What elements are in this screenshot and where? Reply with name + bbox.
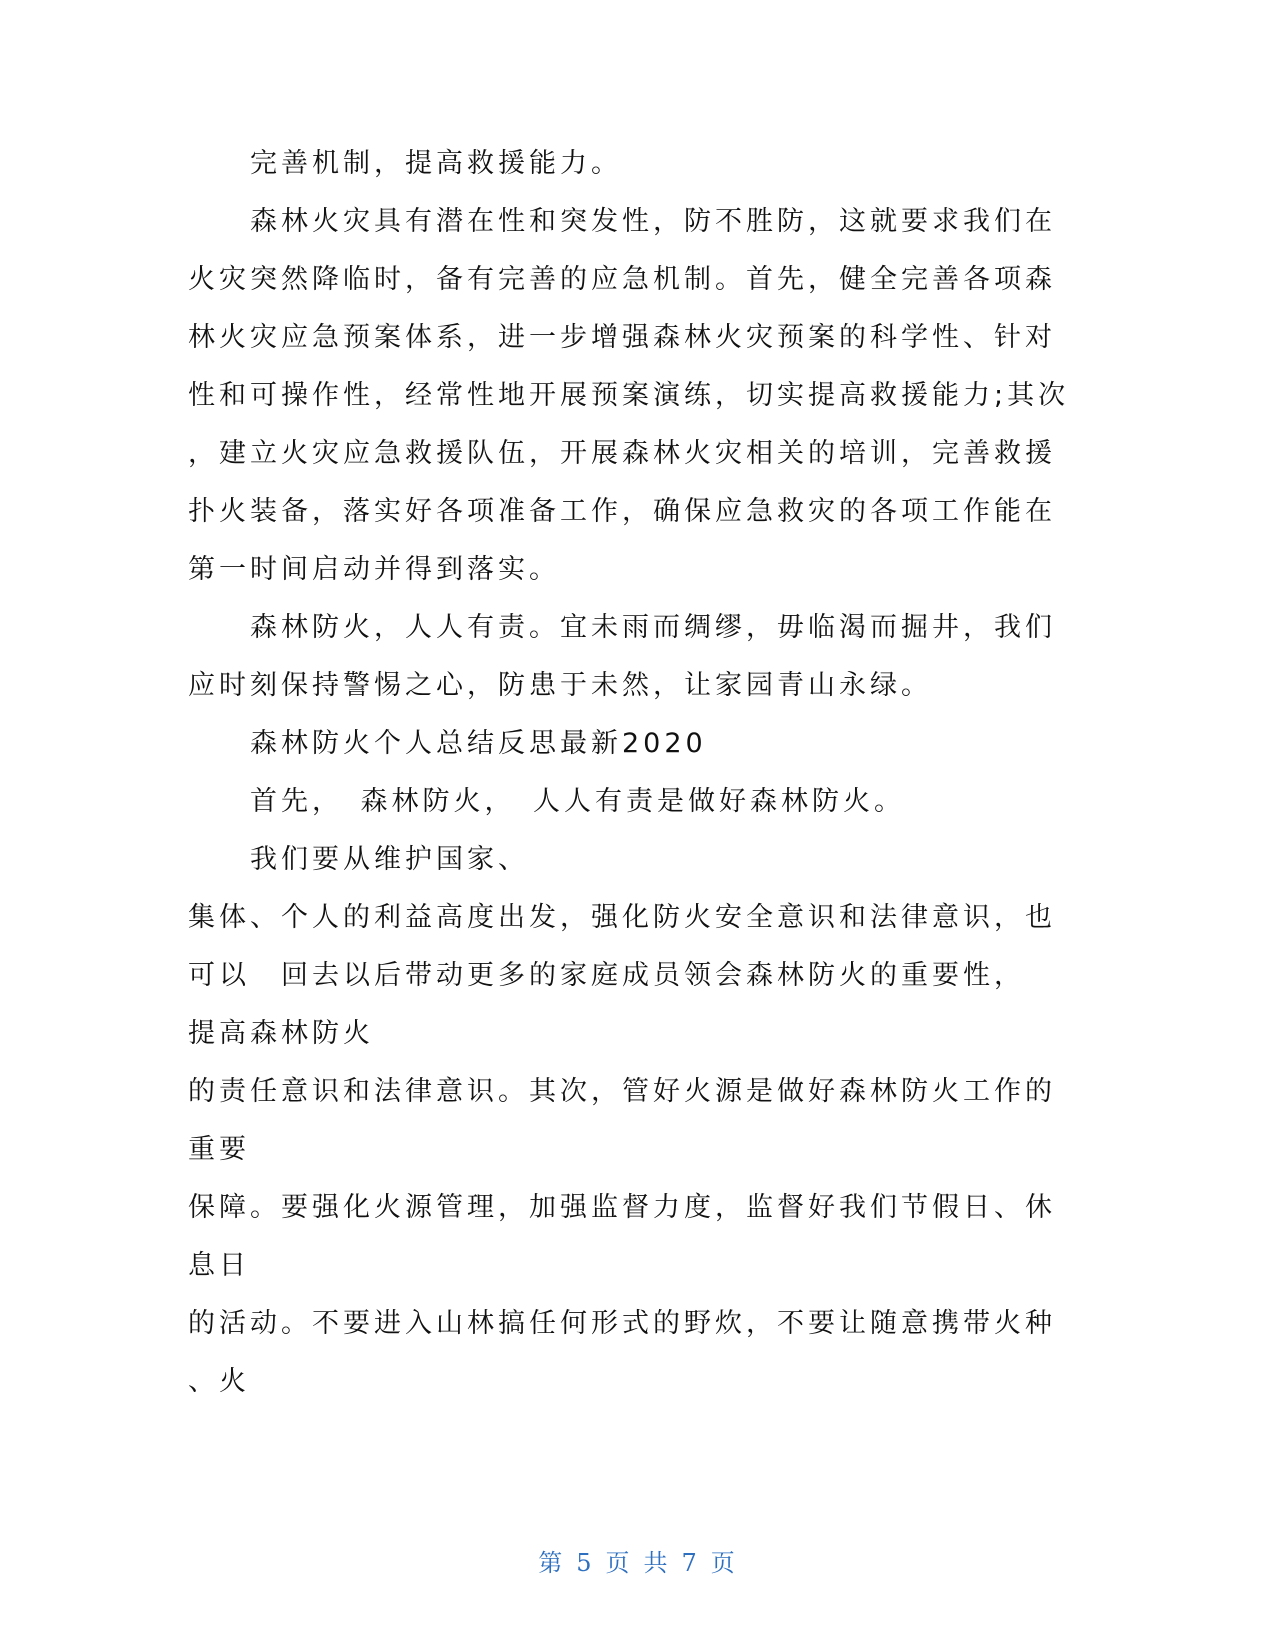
text-line: 完善机制，提高救援能力。	[250, 148, 622, 179]
text-line: 重要	[188, 1134, 250, 1165]
text-line: 、火	[188, 1366, 250, 1397]
text-line: 息日	[188, 1250, 250, 1281]
footer-total-pages: 7	[681, 1549, 699, 1577]
text-line: 森林火灾具有潜在性和突发性，防不胜防，这就要求我们在	[250, 206, 1056, 237]
page-footer	[0, 1543, 1275, 1578]
text-line: 首先， 森林防火， 人人有责是做好森林防火。	[250, 786, 905, 817]
text-line: ，建立火灾应急救援队伍，开展森林火灾相关的培训，完善救援	[188, 438, 1056, 469]
footer-total-label: 共	[643, 1549, 670, 1577]
text-line: 提高森林防火	[188, 1018, 374, 1049]
section-heading: 森林防火个人总结反思最新2020	[250, 728, 707, 759]
text-line: 我们要从维护国家、	[250, 844, 529, 875]
text-line: 森林防火，人人有责。宜未雨而绸缪，毋临渴而掘井，我们	[250, 612, 1056, 643]
text-line: 应时刻保持警惕之心，防患于未然，让家园青山永绿。	[188, 670, 932, 701]
text-line: 保障。要强化火源管理，加强监督力度，监督好我们节假日、休	[188, 1192, 1056, 1223]
text-line: 的责任意识和法律意识。其次，管好火源是做好森林防火工作的	[188, 1076, 1056, 1107]
text-line: 性和可操作性，经常性地开展预案演练，切实提高救援能力;其次	[188, 380, 1070, 411]
text-line: 的活动。不要进入山林搞任何形式的野炊，不要让随意携带火种	[188, 1308, 1056, 1339]
footer-current-page: 5	[576, 1549, 594, 1577]
text-line: 林火灾应急预案体系，进一步增强森林火灾预案的科学性、针对	[188, 322, 1056, 353]
text-line: 第一时间启动并得到落实。	[188, 554, 560, 585]
footer-page-label: 第	[538, 1549, 565, 1577]
text-line: 集体、个人的利益高度出发，强化防火安全意识和法律意识，也	[188, 902, 1056, 933]
footer-page-suffix: 页	[605, 1549, 632, 1577]
text-line: 火灾突然降临时，备有完善的应急机制。首先，健全完善各项森	[188, 264, 1056, 295]
footer-end-label: 页	[710, 1549, 737, 1577]
text-line: 可以 回去以后带动更多的家庭成员领会森林防火的重要性，	[188, 960, 1025, 991]
text-line: 扑火装备，落实好各项准备工作，确保应急救灾的各项工作能在	[188, 496, 1056, 527]
